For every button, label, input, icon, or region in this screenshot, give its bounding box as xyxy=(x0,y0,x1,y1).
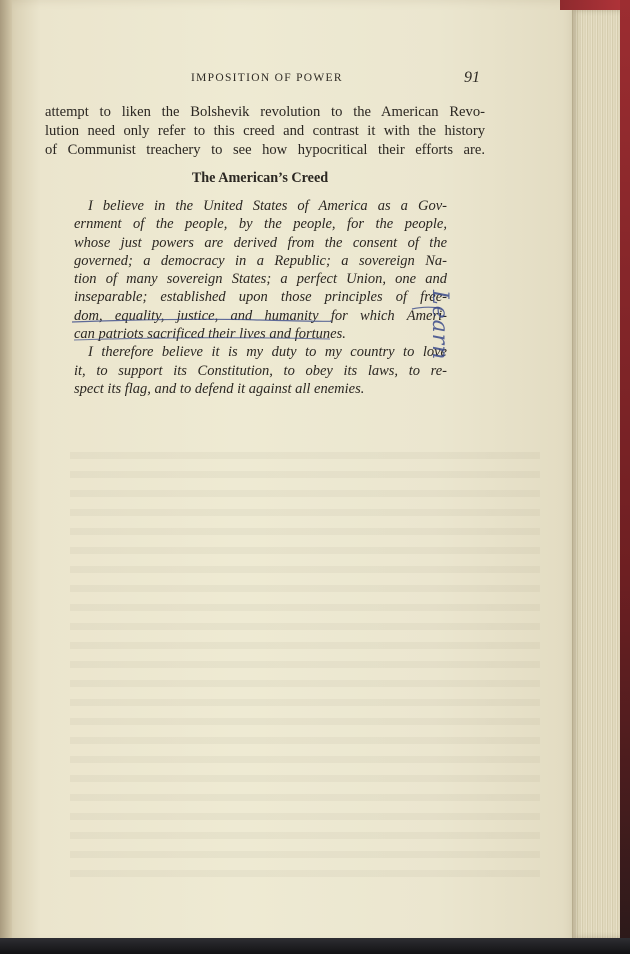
creed-line: ernment of the people, by the people, for the people, xyxy=(74,216,447,233)
running-head-title: IMPOSITION OF POWER xyxy=(191,72,343,84)
intro-line: attempt to liken the Bolshevik revolution to the American Revo- xyxy=(45,104,485,120)
creed-line: whose just powers are derived from the consent of the xyxy=(74,234,447,251)
creed-line: I therefore believe it is my duty to my country to love xyxy=(88,344,447,361)
intro-line: lution need only refer to this creed and contrast it with the history xyxy=(45,123,485,139)
creed-line: I believe in the United States of America as a Gov- xyxy=(88,198,447,214)
intro-line: of Communist treachery to see how hypocritical their efforts are. xyxy=(45,142,485,158)
creed-line: dom, equality, justice, and humanity for which Ameri- xyxy=(74,307,447,324)
creed-line: it, to support its Constitution, to obey its laws, to re- xyxy=(74,362,447,379)
creed-line: inseparable; established upon those principles of free- xyxy=(74,289,447,306)
creed-line: tion of many sovereign States; a perfect Union, one and xyxy=(74,271,447,288)
creed-paragraph-2 xyxy=(74,343,447,398)
page-edges xyxy=(572,10,622,938)
intro-paragraph xyxy=(45,103,485,160)
book-cover-right xyxy=(620,0,630,954)
handwritten-margin-note: Learn xyxy=(427,290,452,361)
page-number: 91 xyxy=(464,69,480,86)
creed-line: spect its flag, and to defend it against all enemies. xyxy=(74,380,365,397)
creed-paragraph-1 xyxy=(74,197,447,343)
creed-text xyxy=(74,197,447,398)
book-cover-bottom xyxy=(0,938,630,954)
creed-heading: The American’s Creed xyxy=(191,170,329,186)
show-through-shadow xyxy=(70,440,540,880)
creed-line: governed; a democracy in a Republic; a sovereign Na- xyxy=(74,252,447,269)
creed-line: can patriots sacrificed their lives and fortunes. xyxy=(74,326,346,343)
